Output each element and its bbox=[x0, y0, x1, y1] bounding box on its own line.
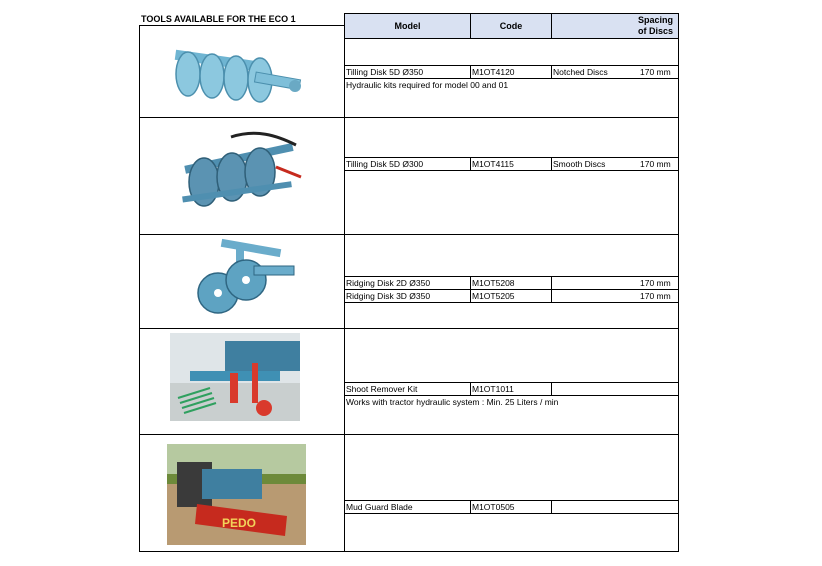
mud-guard-blade-image bbox=[167, 444, 306, 545]
row-4-spacing: 170 mm bbox=[640, 291, 671, 301]
row-5-model: Shoot Remover Kit bbox=[346, 384, 418, 394]
row-5-code: M1OT1011 bbox=[472, 384, 514, 394]
tilling-disk-smooth-image bbox=[176, 127, 308, 212]
row-1-spacing: 170 mm bbox=[640, 67, 671, 77]
row-2-model: Tilling Disk 5D Ø300 bbox=[346, 159, 424, 169]
row-4-model: Ridging Disk 3D Ø350 bbox=[346, 291, 431, 301]
row-1-note: Hydraulic kits required for model 00 and 01 bbox=[346, 80, 509, 90]
header-model: Model bbox=[344, 13, 471, 39]
shoot-remover-image bbox=[170, 333, 300, 421]
row-3-code: M1OT5208 bbox=[472, 278, 515, 288]
page-title: TOOLS AVAILABLE FOR THE ECO 1 bbox=[141, 14, 296, 24]
row-2-code: M1OT4115 bbox=[472, 159, 514, 169]
row-1-model: Tilling Disk 5D Ø350 bbox=[346, 67, 424, 77]
header-spacing: Spacing of Discs bbox=[551, 13, 679, 39]
row-1-type: Notched Discs bbox=[553, 67, 608, 77]
header-code: Code bbox=[470, 13, 552, 39]
row-2-spacing: 170 mm bbox=[640, 159, 671, 169]
table-section-5 bbox=[344, 434, 679, 552]
row-3-spacing: 170 mm bbox=[640, 278, 671, 288]
ridging-disk-image bbox=[196, 238, 300, 320]
tilling-disk-notched-image bbox=[160, 34, 310, 106]
row-1-code: M1OT4120 bbox=[472, 67, 515, 77]
row-6-code: M1OT0505 bbox=[472, 502, 515, 512]
table-section-2 bbox=[344, 117, 679, 235]
row-3-model: Ridging Disk 2D Ø350 bbox=[346, 278, 431, 288]
row-5-note: Works with tractor hydraulic system : Min. 25 Liters / min bbox=[346, 397, 559, 407]
row-2-type: Smooth Discs bbox=[553, 159, 606, 169]
row-6-model: Mud Guard Blade bbox=[346, 502, 413, 512]
brand-logo-text: PEDO bbox=[222, 516, 257, 530]
row-4-code: M1OT5205 bbox=[472, 291, 515, 301]
